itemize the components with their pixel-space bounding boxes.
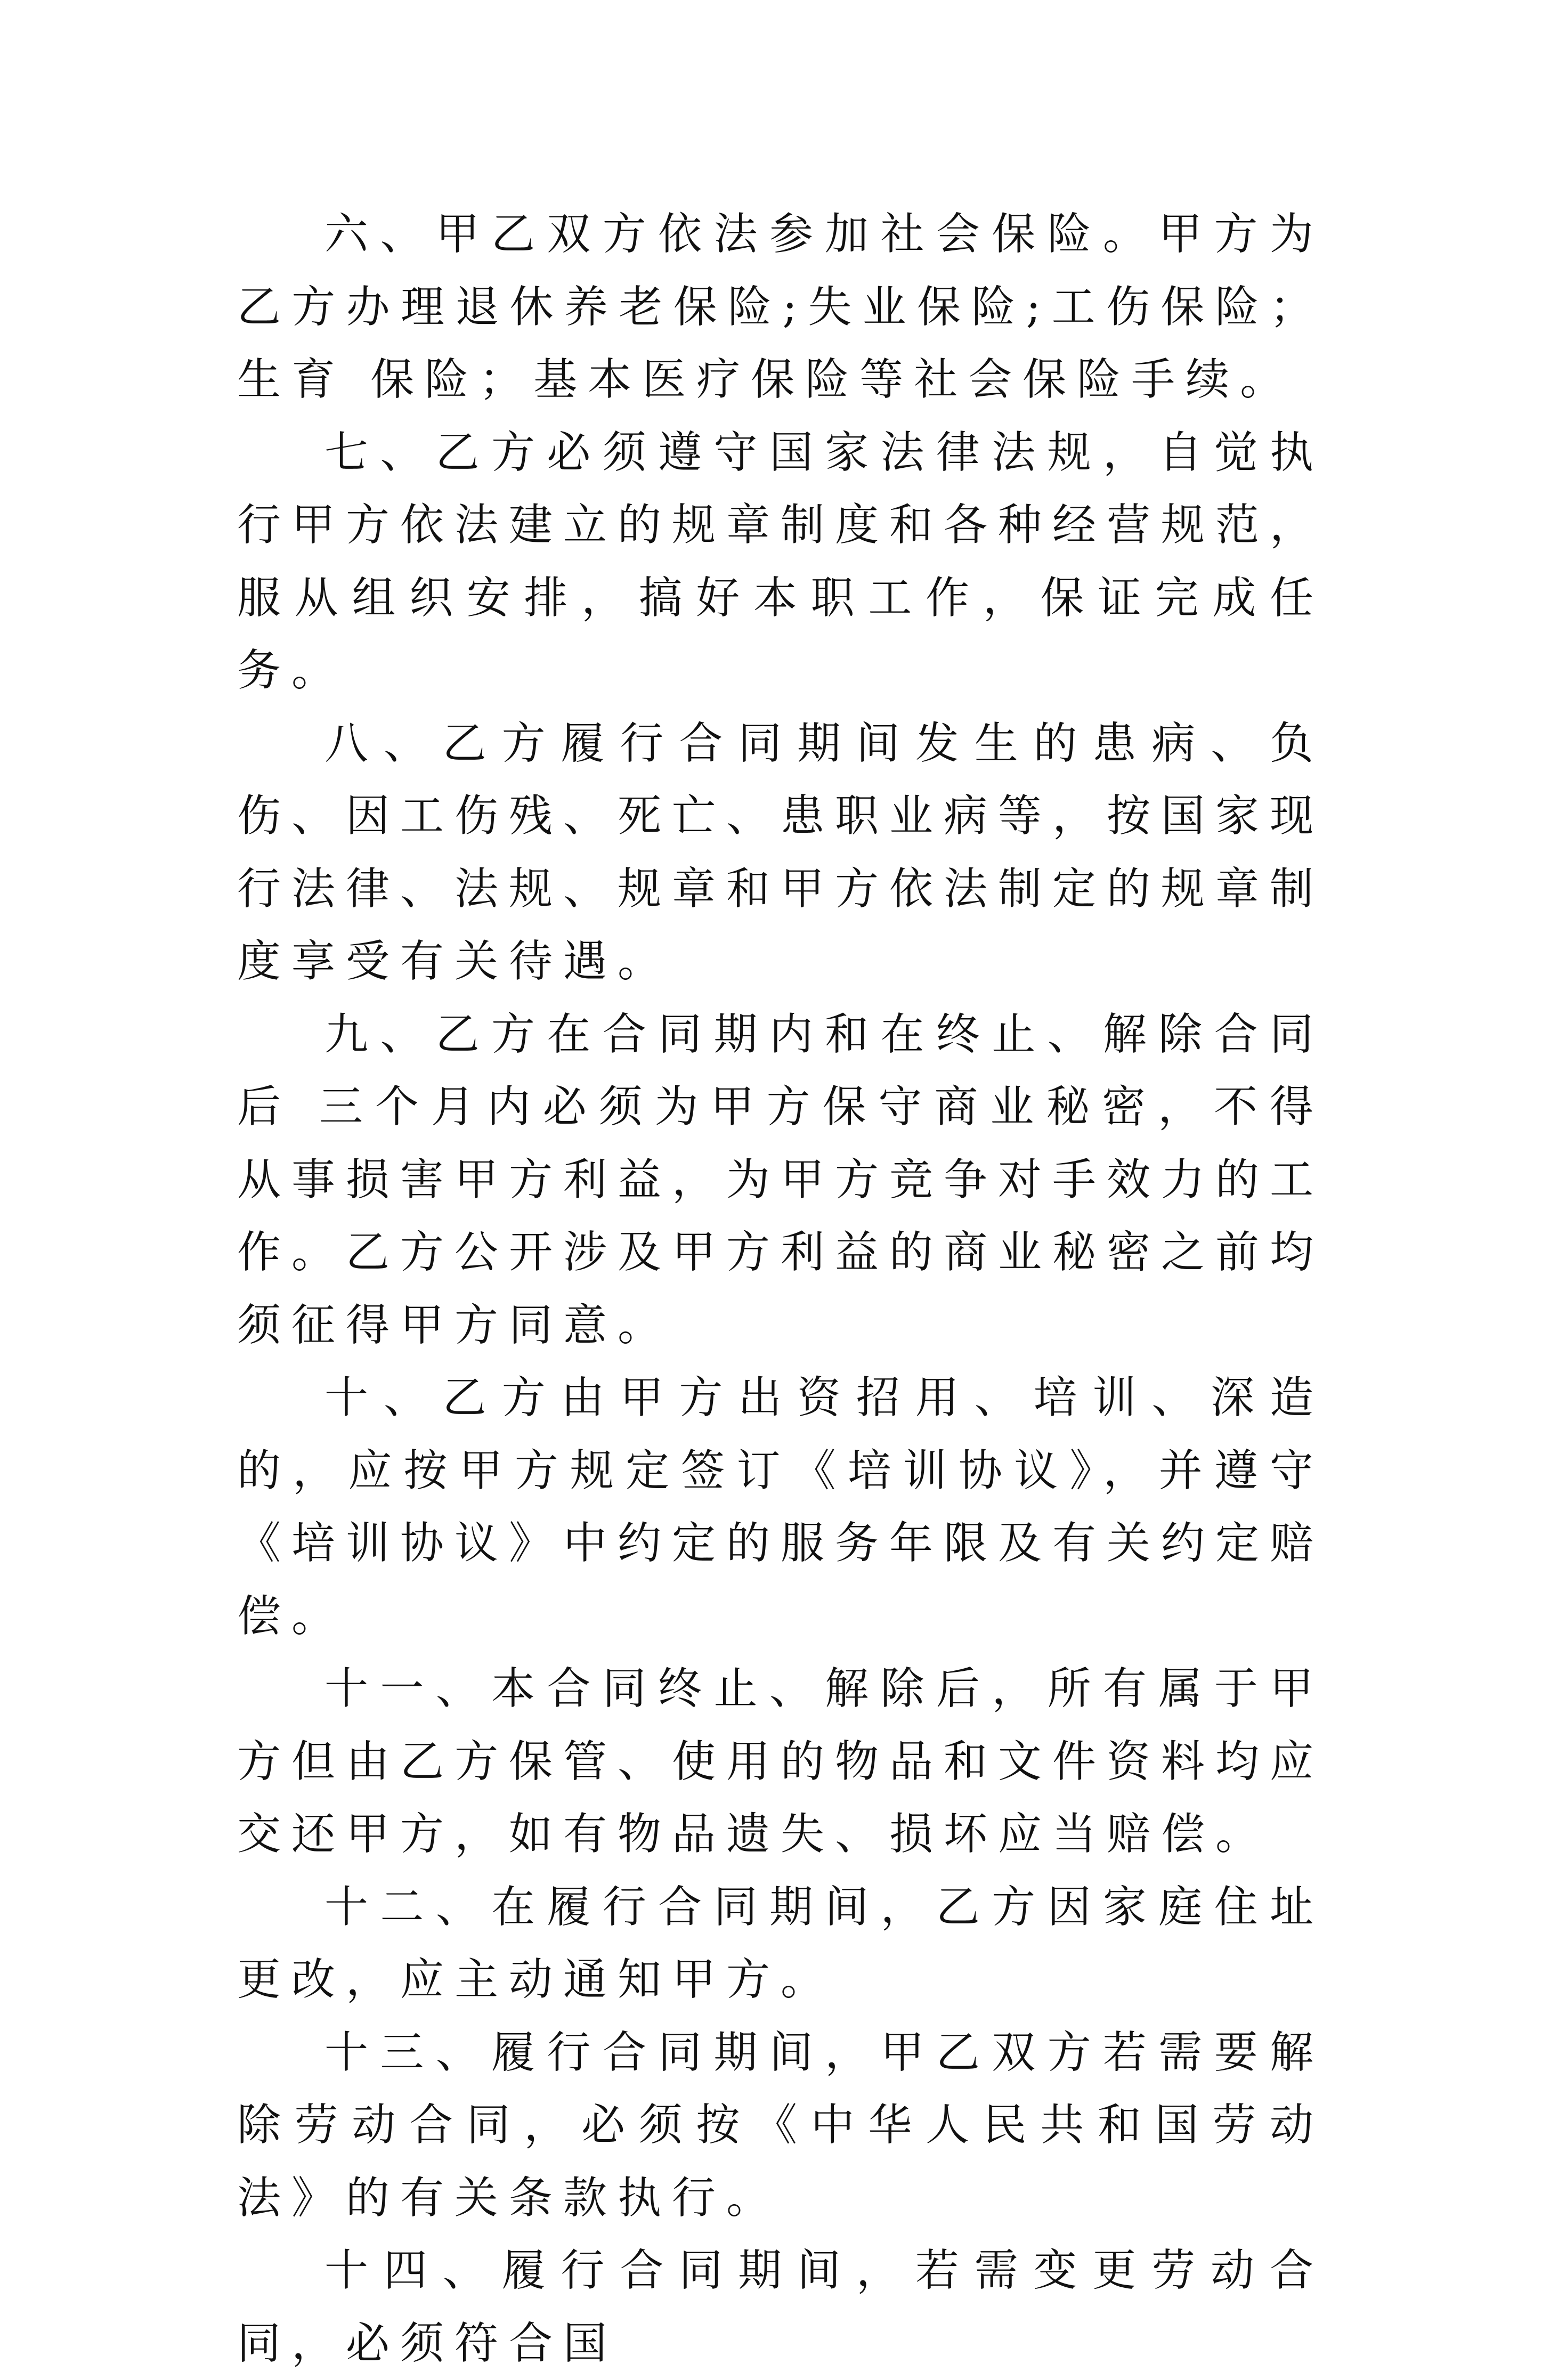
clause-14-paragraph: 十四、履行合同期间，若需变更劳动合同，必须符合国 bbox=[237, 2245, 1324, 2369]
clause-10-paragraph: 十、乙方由甲方出资招用、培训、深造的，应按甲方规定签订《培训协议》，并遵守《培训协议》中约定的服务年限及有关约定赔偿。 bbox=[237, 1372, 1325, 1642]
clause-9-paragraph: 九、乙方在合同期内和在终止、解除合同后 三个月内必须为甲方保守商业秘密，不得从事损害甲方利益，为甲方竞争对手效力的工作。乙方公开涉及甲方利益的商业秘密之前均须征得甲方同意。 bbox=[237, 1009, 1325, 1351]
clause-12-paragraph: 十二、在履行合同期间，乙方因家庭住址更改，应主动通知甲方。 bbox=[237, 1881, 1324, 2005]
clause-8-paragraph: 八、乙方履行合同期间发生的患病、负伤、因工伤残、死亡、患职业病等，按国家现行法律、法规、规章和甲方依法制定的规章制度享受有关待遇。 bbox=[237, 718, 1325, 987]
clause-6-paragraph: 六、甲乙双方依法参加社会保险。甲方为乙方办理退休养老保险;失业保险;工伤保险； 生育 保险；基本医疗保险等社会保险手续。 bbox=[237, 209, 1324, 405]
clause-13-paragraph: 十三、履行合同期间，甲乙双方若需要解除劳动合同，必须按《中华人民共和国劳动法》的有关条款执行。 bbox=[237, 2027, 1324, 2223]
clause-7-paragraph: 七、乙方必须遵守国家法律法规，自觉执行甲方依法建立的规章制度和各种经营规范，服从组织安排，搞好本职工作，保证完成任务。 bbox=[237, 427, 1325, 696]
clause-11-paragraph: 十一、本合同终止、解除后，所有属于甲方但由乙方保管、使用的物品和文件资料均应交还甲方，如有物品遗失、损坏应当赔偿。 bbox=[237, 1663, 1325, 1859]
document-body bbox=[237, 198, 1324, 2380]
